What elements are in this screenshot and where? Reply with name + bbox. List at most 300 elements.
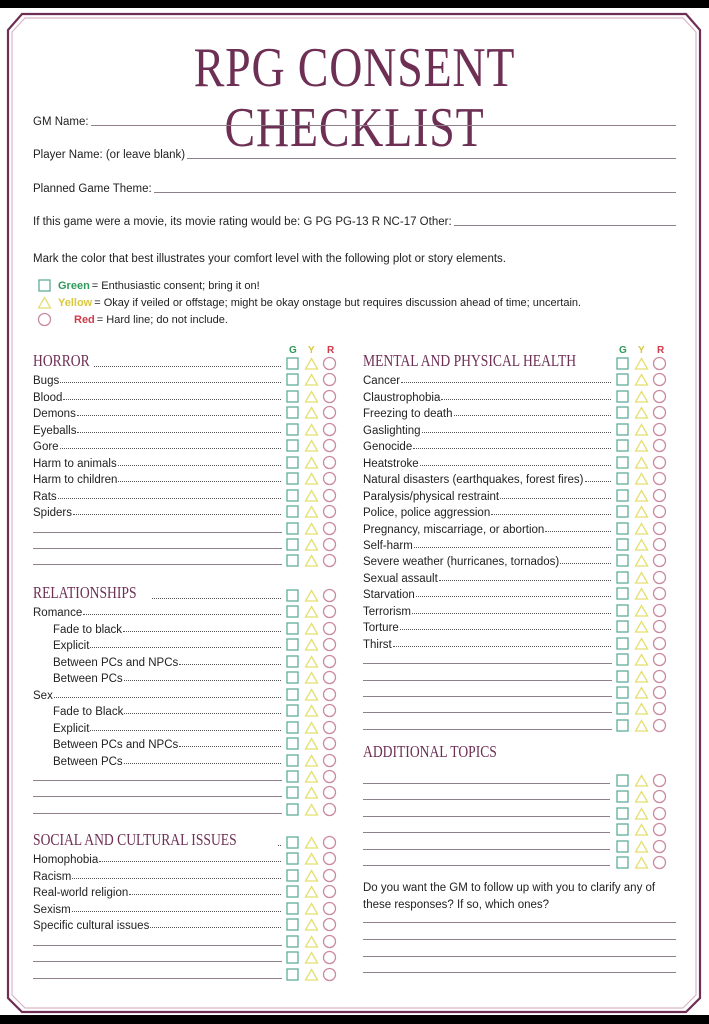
square-checkbox-icon[interactable] <box>286 554 300 568</box>
square-checkbox-icon[interactable] <box>286 406 300 420</box>
section-title: HORROR <box>33 351 90 370</box>
circle-checkbox-icon[interactable] <box>653 587 667 601</box>
square-checkbox-icon[interactable] <box>286 472 300 486</box>
triangle-checkbox-icon[interactable] <box>635 840 649 854</box>
square-checkbox-icon[interactable] <box>616 554 630 568</box>
item-label: Between PCs <box>53 673 123 686</box>
square-checkbox-icon[interactable] <box>286 836 300 850</box>
triangle-checkbox-icon[interactable] <box>635 587 649 601</box>
circle-checkbox-icon[interactable] <box>323 885 337 899</box>
circle-checkbox-icon[interactable] <box>653 390 667 404</box>
write-in-line[interactable] <box>363 799 610 800</box>
circle-checkbox-icon[interactable] <box>653 670 667 684</box>
item-label: Demons <box>33 408 76 421</box>
triangle-checkbox-icon[interactable] <box>635 390 649 404</box>
square-checkbox-icon[interactable] <box>286 704 300 718</box>
square-checkbox-icon[interactable] <box>616 538 630 552</box>
circle-checkbox-icon[interactable] <box>653 373 667 387</box>
leader-dots <box>150 927 281 928</box>
circle-checkbox-icon[interactable] <box>653 686 667 700</box>
triangle-checkbox-icon[interactable] <box>305 786 319 800</box>
square-checkbox-icon[interactable] <box>616 505 630 519</box>
triangle-checkbox-icon[interactable] <box>305 869 319 883</box>
triangle-checkbox-icon[interactable] <box>635 637 649 651</box>
write-in-line[interactable] <box>33 978 282 979</box>
write-in-line[interactable] <box>33 548 282 549</box>
write-in-line[interactable] <box>363 865 610 866</box>
column-header-yellow: Y <box>308 345 315 356</box>
triangle-checkbox-icon[interactable] <box>305 704 319 718</box>
square-checkbox-icon[interactable] <box>616 489 630 503</box>
circle-checkbox-icon[interactable] <box>323 605 337 619</box>
item-label: Between PCs <box>53 755 123 768</box>
triangle-checkbox-icon[interactable] <box>635 653 649 667</box>
square-checkbox-icon[interactable] <box>616 790 630 804</box>
write-in-line[interactable] <box>363 696 612 697</box>
movie-rating-field[interactable] <box>33 216 676 228</box>
circle-checkbox-icon[interactable] <box>323 786 337 800</box>
checklist-item <box>363 454 612 470</box>
player-name-line[interactable] <box>187 157 676 159</box>
circle-checkbox-icon[interactable] <box>323 951 337 965</box>
square-checkbox-icon[interactable] <box>616 702 630 716</box>
triangle-checkbox-icon[interactable] <box>635 571 649 585</box>
square-checkbox-icon[interactable] <box>286 505 300 519</box>
square-checkbox-icon[interactable] <box>616 439 630 453</box>
square-checkbox-icon[interactable] <box>286 869 300 883</box>
write-in-line[interactable] <box>363 712 612 713</box>
circle-checkbox-icon[interactable] <box>323 489 337 503</box>
leader-dots <box>54 697 281 698</box>
circle-checkbox-icon[interactable] <box>653 790 667 804</box>
square-checkbox-icon[interactable] <box>286 589 300 603</box>
triangle-checkbox-icon[interactable] <box>305 439 319 453</box>
triangle-checkbox-icon[interactable] <box>305 538 319 552</box>
square-checkbox-icon[interactable] <box>616 423 630 437</box>
checklist-item <box>363 404 612 420</box>
circle-checkbox-icon[interactable] <box>653 719 667 733</box>
circle-checkbox-icon[interactable] <box>323 622 337 636</box>
circle-checkbox-icon[interactable] <box>653 456 667 470</box>
circle-checkbox-icon[interactable] <box>323 439 337 453</box>
square-checkbox-icon[interactable] <box>286 885 300 899</box>
triangle-checkbox-icon[interactable] <box>635 456 649 470</box>
square-checkbox-icon[interactable] <box>286 803 300 817</box>
square-checkbox-icon[interactable] <box>616 686 630 700</box>
triangle-checkbox-icon[interactable] <box>635 423 649 437</box>
square-checkbox-icon[interactable] <box>616 856 630 870</box>
triangle-checkbox-icon[interactable] <box>635 472 649 486</box>
circle-checkbox-icon[interactable] <box>323 406 337 420</box>
game-theme-line[interactable] <box>154 191 676 193</box>
leader-dots <box>414 547 611 548</box>
circle-checkbox-icon[interactable] <box>323 671 337 685</box>
circle-checkbox-icon[interactable] <box>323 902 337 916</box>
circle-checkbox-icon[interactable] <box>653 571 667 585</box>
circle-checkbox-icon[interactable] <box>323 852 337 866</box>
circle-checkbox-icon[interactable] <box>323 935 337 949</box>
column-header-green: G <box>619 345 627 356</box>
circle-checkbox-icon[interactable] <box>653 472 667 486</box>
circle-checkbox-icon[interactable] <box>323 704 337 718</box>
triangle-checkbox-icon[interactable] <box>305 489 319 503</box>
triangle-checkbox-icon[interactable] <box>635 505 649 519</box>
circle-checkbox-icon[interactable] <box>323 836 337 850</box>
triangle-checkbox-icon[interactable] <box>305 737 319 751</box>
circle-checkbox-icon[interactable] <box>653 439 667 453</box>
square-checkbox-icon[interactable] <box>286 605 300 619</box>
write-in-line[interactable] <box>363 849 610 850</box>
leader-dots <box>99 861 281 862</box>
write-in-line[interactable] <box>363 680 612 681</box>
square-checkbox-icon[interactable] <box>286 655 300 669</box>
square-checkbox-icon[interactable] <box>286 522 300 536</box>
circle-checkbox-icon[interactable] <box>323 456 337 470</box>
triangle-checkbox-icon[interactable] <box>635 670 649 684</box>
circle-checkbox-icon[interactable] <box>323 754 337 768</box>
circle-checkbox-icon[interactable] <box>653 856 667 870</box>
square-checkbox-icon[interactable] <box>286 918 300 932</box>
square-checkbox-icon[interactable] <box>286 390 300 404</box>
circle-checkbox-icon[interactable] <box>653 554 667 568</box>
circle-checkbox-icon[interactable] <box>653 538 667 552</box>
square-checkbox-icon[interactable] <box>616 807 630 821</box>
circle-checkbox-icon[interactable] <box>653 522 667 536</box>
checklist-item <box>363 602 612 618</box>
square-checkbox-icon[interactable] <box>286 852 300 866</box>
triangle-checkbox-icon[interactable] <box>305 671 319 685</box>
leader-dots <box>152 598 281 599</box>
circle-checkbox-icon[interactable] <box>323 968 337 982</box>
checklist-item <box>33 702 282 718</box>
leader-dots <box>124 713 281 714</box>
square-checkbox-icon[interactable] <box>616 472 630 486</box>
triangle-checkbox-icon[interactable] <box>305 918 319 932</box>
triangle-checkbox-icon[interactable] <box>635 774 649 788</box>
circle-checkbox-icon[interactable] <box>653 489 667 503</box>
circle-checkbox-icon[interactable] <box>323 589 337 603</box>
checklist-item <box>33 421 282 437</box>
legend-description: = Enthusiastic consent; bring it on! <box>91 280 260 292</box>
square-checkbox-icon[interactable] <box>616 637 630 651</box>
write-in-line[interactable] <box>33 813 282 814</box>
square-checkbox-icon[interactable] <box>286 951 300 965</box>
triangle-checkbox-icon[interactable] <box>305 406 319 420</box>
circle-checkbox-icon[interactable] <box>323 770 337 784</box>
square-checkbox-icon[interactable] <box>616 604 630 618</box>
checklist-item <box>33 470 282 486</box>
triangle-checkbox-icon[interactable] <box>305 373 319 387</box>
checklist-page <box>0 8 709 1015</box>
item-label: Police, police aggression <box>363 507 491 520</box>
triangle-checkbox-icon[interactable] <box>305 638 319 652</box>
triangle-checkbox-icon[interactable] <box>305 423 319 437</box>
item-label: Severe weather (hurricanes, tornados) <box>363 556 560 569</box>
triangle-checkbox-icon[interactable] <box>305 605 319 619</box>
triangle-checkbox-icon[interactable] <box>635 686 649 700</box>
square-checkbox-icon[interactable] <box>286 721 300 735</box>
square-checkbox-icon[interactable] <box>616 587 630 601</box>
square-checkbox-icon[interactable] <box>616 406 630 420</box>
legend-color-name: Yellow <box>58 297 93 309</box>
legend-row-green <box>38 278 260 294</box>
circle-checkbox-icon[interactable] <box>323 505 337 519</box>
square-checkbox-icon[interactable] <box>616 373 630 387</box>
item-label: Bugs <box>33 375 60 388</box>
circle-checkbox-icon[interactable] <box>653 505 667 519</box>
square-checkbox-icon[interactable] <box>616 390 630 404</box>
gm-name-line[interactable] <box>91 124 676 126</box>
square-checkbox-icon[interactable] <box>616 670 630 684</box>
square-checkbox-icon[interactable] <box>286 423 300 437</box>
circle-checkbox-icon[interactable] <box>323 373 337 387</box>
item-label: Explicit <box>53 722 90 735</box>
triangle-checkbox-icon[interactable] <box>635 719 649 733</box>
write-in-line[interactable] <box>363 783 610 784</box>
checklist-item <box>33 900 282 916</box>
item-label: Self-harm <box>363 539 413 552</box>
square-checkbox-icon[interactable] <box>286 902 300 916</box>
square-checkbox-icon[interactable] <box>616 719 630 733</box>
circle-checkbox-icon[interactable] <box>323 918 337 932</box>
circle-checkbox-icon[interactable] <box>323 721 337 735</box>
write-in-line[interactable] <box>363 832 610 833</box>
square-checkbox-icon[interactable] <box>286 786 300 800</box>
checklist-item <box>363 520 612 536</box>
triangle-checkbox-icon[interactable] <box>635 807 649 821</box>
circle-checkbox-icon[interactable] <box>653 357 667 371</box>
circle-checkbox-icon[interactable] <box>653 774 667 788</box>
triangle-checkbox-icon[interactable] <box>635 489 649 503</box>
triangle-checkbox-icon[interactable] <box>305 836 319 850</box>
square-checkbox-icon[interactable] <box>286 671 300 685</box>
checklist-item <box>363 421 612 437</box>
gm-name-field[interactable] <box>33 116 676 128</box>
circle-checkbox-icon[interactable] <box>653 406 667 420</box>
leader-dots <box>491 514 611 515</box>
write-in-line[interactable] <box>33 796 282 797</box>
square-checkbox-icon[interactable] <box>616 653 630 667</box>
square-checkbox-icon[interactable] <box>616 571 630 585</box>
leader-dots <box>77 432 281 433</box>
triangle-checkbox-icon[interactable] <box>305 935 319 949</box>
item-label: Gaslighting <box>363 424 421 437</box>
followup-answer-line[interactable] <box>363 922 676 923</box>
square-checkbox-icon[interactable] <box>286 935 300 949</box>
triangle-checkbox-icon[interactable] <box>635 620 649 634</box>
square-checkbox-icon[interactable] <box>286 622 300 636</box>
instructions-text: Mark the color that best illustrates your comfort level with the following plot or story elements. <box>33 253 506 265</box>
square-checkbox-icon[interactable] <box>286 754 300 768</box>
write-in-line[interactable] <box>33 780 282 781</box>
circle-checkbox-icon[interactable] <box>323 357 337 371</box>
triangle-checkbox-icon[interactable] <box>305 754 319 768</box>
item-label: Paralysis/physical restraint <box>363 490 500 503</box>
triangle-checkbox-icon[interactable] <box>305 803 319 817</box>
square-checkbox-icon[interactable] <box>286 373 300 387</box>
checklist-item <box>33 454 282 470</box>
square-checkbox-icon[interactable] <box>616 774 630 788</box>
checklist-item <box>33 437 282 453</box>
followup-question: Do you want the GM to follow up with you to clarify any of these responses? If so, which ones? <box>363 882 656 911</box>
item-label: Sexism <box>33 903 71 916</box>
triangle-checkbox-icon[interactable] <box>305 522 319 536</box>
square-checkbox-icon[interactable] <box>616 456 630 470</box>
section-title: MENTAL AND PHYSICAL HEALTH <box>363 351 577 370</box>
triangle-checkbox-icon[interactable] <box>305 357 319 371</box>
triangle-checkbox-icon[interactable] <box>305 951 319 965</box>
circle-checkbox-icon[interactable] <box>323 737 337 751</box>
leader-dots <box>118 481 281 482</box>
square-checkbox-icon[interactable] <box>286 489 300 503</box>
checklist-item <box>33 503 282 519</box>
legend-description: = Okay if veiled or offstage; might be okay onstage but requires discussion ahead of time; uncertain. <box>94 297 582 309</box>
circle-checkbox-icon[interactable] <box>323 803 337 817</box>
movie-rating-label: If this game were a movie, its movie rating would be: G PG PG-13 R NC-17 Other: <box>33 216 452 228</box>
checklist-item <box>33 636 282 652</box>
leader-dots <box>90 730 281 731</box>
circle-checkbox-icon[interactable] <box>323 423 337 437</box>
circle-checkbox-icon[interactable] <box>323 554 337 568</box>
leader-dots <box>420 465 611 466</box>
triangle-checkbox-icon[interactable] <box>305 852 319 866</box>
item-label: Natural disasters (earthquakes, forest fires) <box>363 474 584 487</box>
leader-dots <box>400 629 611 630</box>
circle-checkbox-icon[interactable] <box>653 604 667 618</box>
leader-dots <box>500 498 611 499</box>
triangle-checkbox-icon[interactable] <box>305 589 319 603</box>
checklist-item <box>363 635 612 651</box>
write-in-line[interactable] <box>33 961 282 962</box>
circle-checkbox-icon[interactable] <box>653 637 667 651</box>
triangle-checkbox-icon[interactable] <box>635 856 649 870</box>
triangle-checkbox-icon[interactable] <box>305 902 319 916</box>
square-checkbox-icon[interactable] <box>286 638 300 652</box>
followup-answer-line[interactable] <box>363 972 676 973</box>
square-checkbox-icon[interactable] <box>616 357 630 371</box>
checklist-item <box>33 735 282 751</box>
circle-checkbox-icon[interactable] <box>653 840 667 854</box>
square-checkbox-icon[interactable] <box>286 538 300 552</box>
player-name-field[interactable] <box>33 149 676 161</box>
item-label: Homophobia <box>33 854 99 867</box>
circle-checkbox-icon[interactable] <box>323 538 337 552</box>
square-checkbox-icon[interactable] <box>286 688 300 702</box>
legend-description: = Hard line; do not include. <box>96 314 228 326</box>
item-label: Harm to children <box>33 474 118 487</box>
blank-write-in-row <box>33 536 282 552</box>
square-checkbox-icon[interactable] <box>286 968 300 982</box>
circle-checkbox-icon[interactable] <box>323 638 337 652</box>
square-checkbox-icon[interactable] <box>286 737 300 751</box>
triangle-checkbox-icon[interactable] <box>305 554 319 568</box>
triangle-checkbox-icon[interactable] <box>305 721 319 735</box>
checklist-item <box>33 388 282 404</box>
movie-rating-line[interactable] <box>454 224 676 226</box>
item-label: Sexual assault <box>363 572 438 585</box>
write-in-line[interactable] <box>33 532 282 533</box>
triangle-checkbox-icon[interactable] <box>635 554 649 568</box>
square-checkbox-icon[interactable] <box>616 823 630 837</box>
square-checkbox-icon[interactable] <box>616 840 630 854</box>
circle-checkbox-icon[interactable] <box>323 655 337 669</box>
checklist-item <box>33 404 282 420</box>
square-checkbox-icon[interactable] <box>286 770 300 784</box>
triangle-checkbox-icon[interactable] <box>305 472 319 486</box>
square-checkbox-icon[interactable] <box>616 620 630 634</box>
triangle-checkbox-icon[interactable] <box>635 702 649 716</box>
checklist-item <box>33 867 282 883</box>
gm-name-label: GM Name: <box>33 116 89 128</box>
item-label: Freezing to death <box>363 408 453 421</box>
triangle-checkbox-icon[interactable] <box>305 688 319 702</box>
leader-dots <box>413 448 611 449</box>
square-checkbox-icon[interactable] <box>286 357 300 371</box>
triangle-checkbox-icon[interactable] <box>635 439 649 453</box>
checklist-item <box>33 752 282 768</box>
circle-checkbox-icon[interactable] <box>653 823 667 837</box>
checklist-item <box>33 653 282 669</box>
game-theme-field[interactable] <box>33 183 676 195</box>
followup-answer-line[interactable] <box>363 956 676 957</box>
column-header-yellow: Y <box>638 345 645 356</box>
circle-checkbox-icon[interactable] <box>323 390 337 404</box>
leader-dots <box>441 399 611 400</box>
write-in-line[interactable] <box>33 564 282 565</box>
followup-answer-line[interactable] <box>363 939 676 940</box>
circle-checkbox-icon[interactable] <box>653 807 667 821</box>
triangle-checkbox-icon[interactable] <box>305 390 319 404</box>
triangle-checkbox-icon[interactable] <box>305 968 319 982</box>
leader-dots <box>129 894 281 895</box>
square-checkbox-icon[interactable] <box>286 456 300 470</box>
triangle-checkbox-icon[interactable] <box>305 622 319 636</box>
item-label: Harm to animals <box>33 457 117 470</box>
triangle-checkbox-icon[interactable] <box>635 373 649 387</box>
checklist-item <box>363 618 612 634</box>
write-in-line[interactable] <box>363 663 612 664</box>
triangle-checkbox-icon[interactable] <box>635 604 649 618</box>
leader-dots <box>179 746 281 747</box>
write-in-line[interactable] <box>363 729 612 730</box>
circle-checkbox-icon[interactable] <box>653 702 667 716</box>
triangle-checkbox-icon[interactable] <box>635 538 649 552</box>
triangle-checkbox-icon[interactable] <box>305 655 319 669</box>
triangle-checkbox-icon[interactable] <box>305 456 319 470</box>
item-label: Racism <box>33 870 72 883</box>
circle-checkbox-icon[interactable] <box>323 688 337 702</box>
triangle-checkbox-icon[interactable] <box>635 522 649 536</box>
write-in-line[interactable] <box>33 945 282 946</box>
circle-checkbox-icon[interactable] <box>653 423 667 437</box>
circle-checkbox-icon[interactable] <box>653 620 667 634</box>
triangle-checkbox-icon[interactable] <box>635 790 649 804</box>
circle-checkbox-icon[interactable] <box>323 869 337 883</box>
square-checkbox-icon[interactable] <box>616 522 630 536</box>
circle-checkbox-icon[interactable] <box>323 472 337 486</box>
triangle-checkbox-icon[interactable] <box>305 885 319 899</box>
triangle-checkbox-icon[interactable] <box>305 505 319 519</box>
circle-checkbox-icon[interactable] <box>653 653 667 667</box>
write-in-line[interactable] <box>363 816 610 817</box>
triangle-checkbox-icon[interactable] <box>635 823 649 837</box>
triangle-checkbox-icon[interactable] <box>635 357 649 371</box>
checklist-item <box>363 503 612 519</box>
circle-checkbox-icon[interactable] <box>323 522 337 536</box>
triangle-checkbox-icon[interactable] <box>635 406 649 420</box>
triangle-checkbox-icon[interactable] <box>305 770 319 784</box>
square-checkbox-icon[interactable] <box>286 439 300 453</box>
